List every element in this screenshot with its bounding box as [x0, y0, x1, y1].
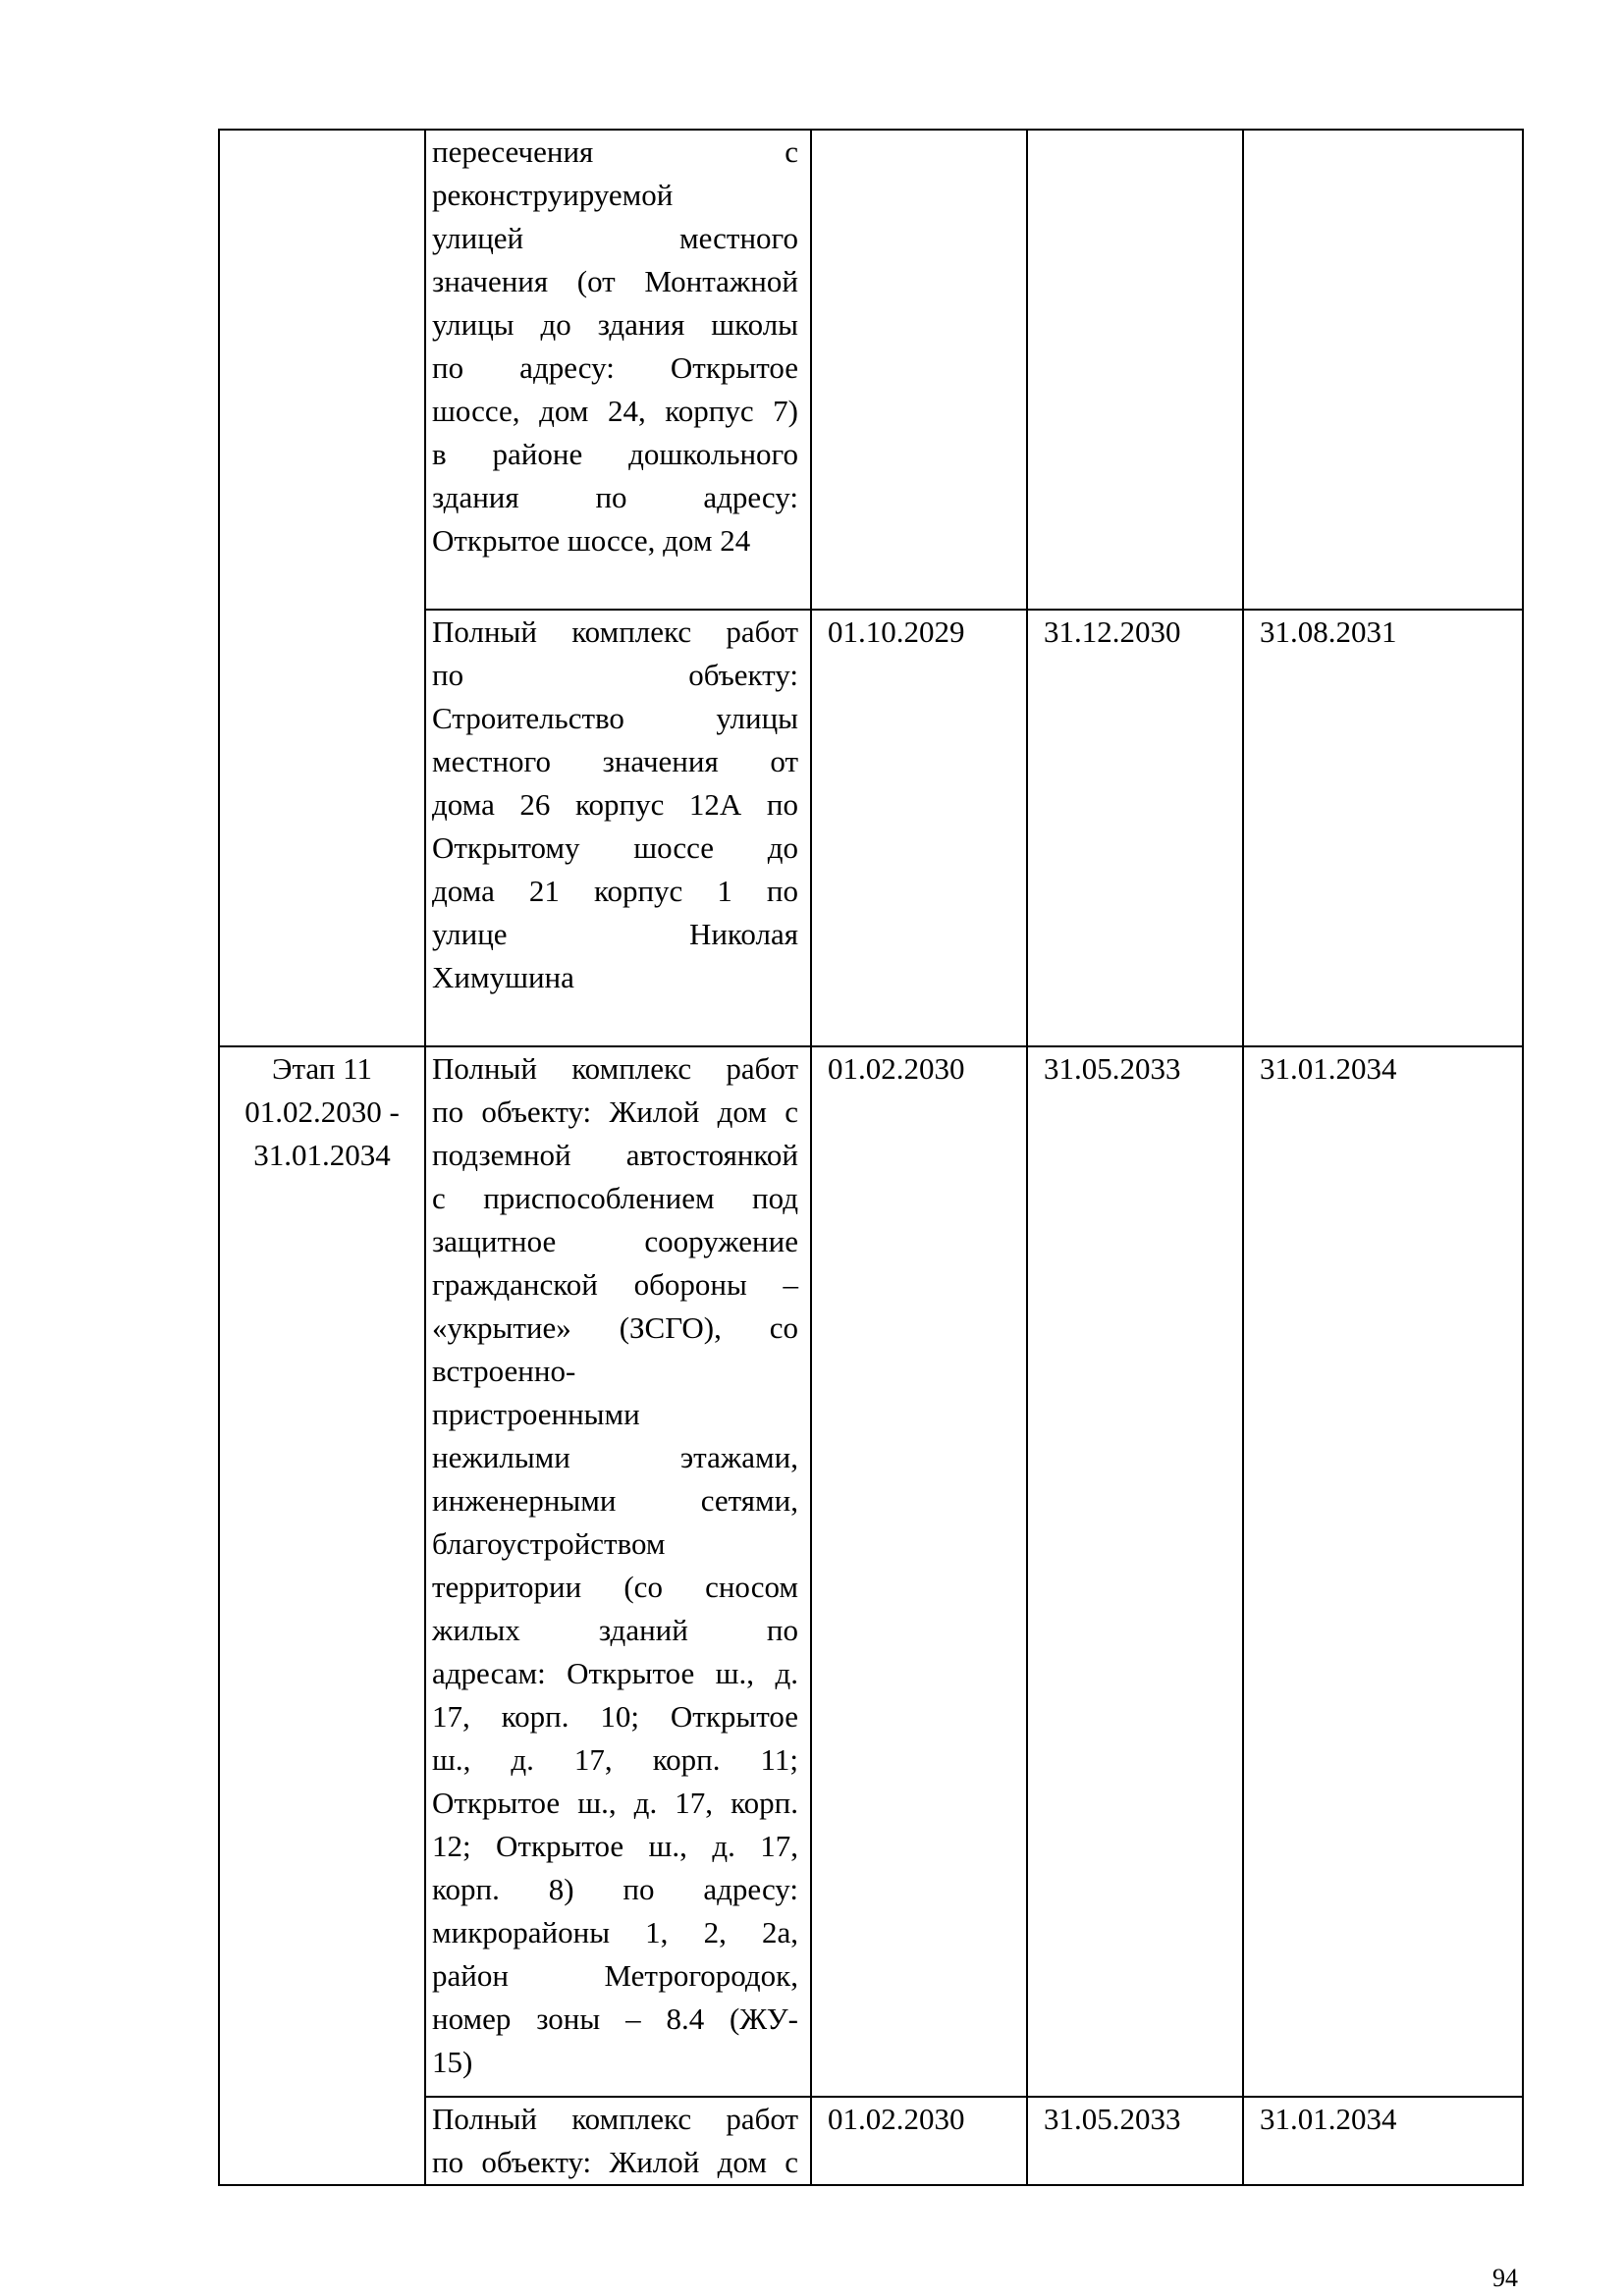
text-line: Полный комплекс работ — [432, 2102, 798, 2136]
text-line: номер зоны – 8.4 (ЖУ- — [432, 2002, 798, 2036]
table-row — [219, 130, 1523, 610]
text-line: местного значения от — [432, 744, 798, 778]
deadline-cell: 31.01.2034 — [1243, 2097, 1523, 2185]
text-line: встроенно- — [432, 1354, 576, 1388]
deadline-cell: 31.01.2034 — [1243, 1046, 1523, 2097]
text-line: подземной автостоянкой — [432, 1138, 798, 1172]
stage-cell — [219, 130, 425, 1046]
text-line: значения (от Монтажной — [432, 264, 798, 298]
text-line: с приспособлением под — [432, 1181, 798, 1215]
start-date-cell: 01.10.2029 — [811, 610, 1027, 1046]
text-line: ш., д. 17, корп. 11; — [432, 1742, 798, 1777]
text-line: район Метрогородок, — [432, 1958, 798, 1993]
text-line: жилых зданий по — [432, 1613, 798, 1647]
text-line: по объекту: — [432, 658, 798, 692]
text-line: Открытое ш., д. 17, корп. — [432, 1786, 798, 1820]
stage-title: Этап 11 — [272, 1051, 372, 1086]
schedule-table — [218, 129, 1524, 2186]
description-cell — [425, 610, 811, 1046]
start-date-cell: 01.02.2030 — [811, 1046, 1027, 2097]
text-line: здания по адресу: — [432, 480, 798, 514]
description-cell — [425, 1046, 811, 2097]
text-line: улицы до здания школы — [432, 307, 798, 342]
text-line: инженерными сетями, — [432, 1483, 798, 1518]
table-row — [219, 1046, 1523, 2097]
text-line: защитное сооружение — [432, 1224, 798, 1258]
text-line: Открытое шоссе, дом 24 — [432, 523, 751, 558]
text-line: реконструируемой — [432, 178, 674, 212]
stage-period-end: 31.01.2034 — [253, 1138, 391, 1172]
start-date-cell — [811, 130, 1027, 610]
text-line: Открытому шоссе до — [432, 830, 798, 865]
text-line: благоустройством — [432, 1526, 666, 1561]
end-date-cell: 31.05.2033 — [1027, 1046, 1243, 2097]
text-line: Полный комплекс работ — [432, 614, 798, 649]
text-line: Химушина — [432, 960, 574, 994]
text-line: гражданской обороны – — [432, 1267, 798, 1302]
text-line: 15) — [432, 2045, 473, 2079]
description-cell — [425, 2097, 811, 2185]
text-line: территории (со сносом — [432, 1570, 798, 1604]
deadline-cell — [1243, 130, 1523, 610]
description-cell — [425, 130, 811, 610]
end-date-cell: 31.12.2030 — [1027, 610, 1243, 1046]
text-line: нежилыми этажами, — [432, 1440, 798, 1474]
text-line: улице Николая — [432, 917, 798, 951]
text-line: пересечения с — [432, 134, 798, 169]
text-line: «укрытие» (ЗСГО), со — [432, 1310, 798, 1345]
text-line: по адресу: Открытое — [432, 350, 798, 385]
page-number: 94 — [1492, 2264, 1518, 2292]
start-date-cell: 01.02.2030 — [811, 2097, 1027, 2185]
text-line: 12; Открытое ш., д. 17, — [432, 1829, 798, 1863]
text-line: пристроенными — [432, 1397, 640, 1431]
end-date-cell: 31.05.2033 — [1027, 2097, 1243, 2185]
deadline-cell: 31.08.2031 — [1243, 610, 1523, 1046]
text-line: дома 21 корпус 1 по — [432, 874, 798, 908]
text-line: Полный комплекс работ — [432, 1051, 798, 1086]
text-line: 17, корп. 10; Открытое — [432, 1699, 798, 1734]
stage-cell — [219, 1046, 425, 2185]
text-line: в районе дошкольного — [432, 437, 798, 471]
text-line: микрорайоны 1, 2, 2а, — [432, 1915, 798, 1949]
text-line: улицей местного — [432, 221, 798, 255]
text-line: адресам: Открытое ш., д. — [432, 1656, 798, 1690]
text-line: корп. 8) по адресу: — [432, 1872, 798, 1906]
text-line: шоссе, дом 24, корпус 7) — [432, 394, 798, 428]
text-line: Строительство улицы — [432, 701, 798, 735]
stage-period-start: 01.02.2030 - — [244, 1095, 400, 1129]
text-line: по объекту: Жилой дом с — [432, 1095, 798, 1129]
end-date-cell — [1027, 130, 1243, 610]
text-line: дома 26 корпус 12А по — [432, 787, 798, 822]
text-line: по объекту: Жилой дом с — [432, 2145, 798, 2179]
